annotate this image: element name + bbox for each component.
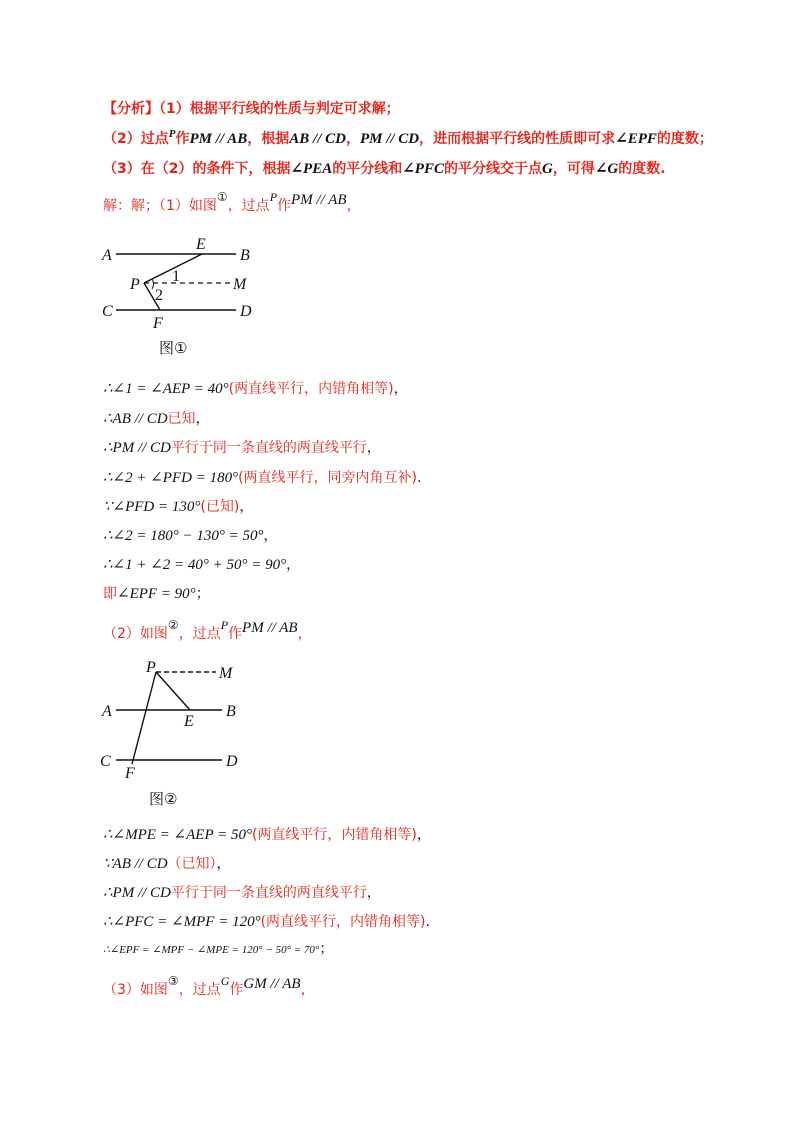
solution-1-step <box>103 556 300 574</box>
solution-2-step <box>103 855 231 873</box>
text: ， <box>416 827 431 843</box>
text: ，根据 <box>247 131 290 147</box>
text: 作 <box>175 131 190 147</box>
label-p: P <box>146 660 156 676</box>
math: PM // AB <box>189 131 248 147</box>
math: ∴∠MPE = ∠AEP = 50° <box>103 827 252 843</box>
solution-2-step <box>103 884 381 902</box>
solution-3-intro <box>103 974 315 999</box>
text: 即 <box>103 586 117 602</box>
solution-1-step <box>103 380 408 398</box>
text: （2）过点 <box>103 131 169 147</box>
text: . <box>425 914 430 930</box>
solution-1-intro <box>103 190 361 215</box>
text: ， <box>239 499 254 515</box>
solution-1-conclusion <box>103 585 210 603</box>
math: ∴PM // CD <box>103 440 171 456</box>
text: （3）在（2）的条件下，根据 <box>103 161 291 177</box>
text: ， <box>346 198 361 214</box>
math: PM // CD <box>359 131 420 147</box>
math: ∠EPF <box>615 131 657 147</box>
solution-1-step <box>103 439 381 457</box>
label-d: D <box>226 753 238 770</box>
solution-2-last-step <box>103 940 333 959</box>
text: 作 <box>277 198 292 214</box>
math: GM // AB <box>243 976 301 992</box>
text: （3）如图 <box>103 982 168 998</box>
math: ∴PM // CD <box>103 885 171 901</box>
solution-2-step <box>103 826 431 844</box>
label-d: D <box>240 303 252 320</box>
text: 作 <box>229 982 244 998</box>
text: 的度数. <box>618 161 666 177</box>
analysis-line-1 <box>103 100 400 118</box>
label-p: P <box>130 276 140 293</box>
math: ∠PFC <box>402 161 444 177</box>
text: ， <box>366 440 381 456</box>
text: ，过点 <box>178 626 221 642</box>
reason: 已知 <box>167 411 196 427</box>
solution-1-step <box>103 498 253 516</box>
math: ∠G <box>594 161 619 177</box>
text: ，过点 <box>178 982 221 998</box>
solution-1-step <box>103 410 210 428</box>
math: ∴∠2 = 180° − 130° = 50° <box>103 528 264 544</box>
math: P <box>269 190 278 204</box>
text: ； <box>319 941 334 957</box>
math: ∠PEA <box>290 161 333 177</box>
math: ∴AB // CD <box>103 411 168 427</box>
solution-2-step <box>103 913 430 931</box>
math: ∵∠PFD = 130° <box>103 499 201 515</box>
text: ， <box>345 131 360 147</box>
label-f: F <box>125 765 135 780</box>
analysis-line-2 <box>103 130 713 149</box>
text: ，过点 <box>227 198 270 214</box>
text: ， <box>263 528 278 544</box>
reason: (两直线平行，同旁内角互补) <box>238 470 418 486</box>
math: PM // AB <box>291 192 347 208</box>
text: ， <box>195 411 210 427</box>
math: ∴∠1 = ∠AEP = 40° <box>103 381 229 397</box>
math: AB // CD <box>289 131 346 147</box>
label-f: F <box>153 315 163 330</box>
math: ∴∠EPF = ∠MPF − ∠MPE = 120° − 50° = 70° <box>103 944 320 956</box>
label-a: A <box>102 247 112 264</box>
math: P <box>220 618 229 632</box>
figure-2-diagram <box>98 660 248 780</box>
text: ，可得 <box>552 161 595 177</box>
segment-pe <box>156 672 190 710</box>
figure-ref: ③ <box>167 974 179 988</box>
label-b: B <box>240 247 250 264</box>
angle-arc <box>152 279 154 289</box>
solution-2-intro <box>103 618 312 643</box>
label-m: M <box>233 276 247 293</box>
text: 的平分线交于点 <box>443 161 542 177</box>
math: ∠EPF = 90° <box>117 586 196 602</box>
solution-1-step <box>103 469 421 487</box>
figure-1-diagram <box>98 234 268 330</box>
math: G <box>541 161 553 177</box>
reason: (两直线平行，内错角相等) <box>228 381 394 397</box>
analysis-text-1: （1）根据平行线的性质与判定可求解； <box>159 101 400 117</box>
math: ∴∠1 + ∠2 = 40° + 50° = 90° <box>103 557 287 573</box>
reason: （已知） <box>167 856 217 872</box>
reason: (两直线平行，内错角相等) <box>260 914 426 930</box>
solution-1-step <box>103 527 277 545</box>
reason: 平行于同一条直线的两直线平行 <box>170 440 367 456</box>
text: 解：解；（1）如图 <box>103 198 217 214</box>
analysis-tag: 【分析】 <box>103 101 159 117</box>
label-e: E <box>184 713 194 730</box>
text: （2）如图 <box>103 626 168 642</box>
text: ，进而根据平行线的性质即可求 <box>419 131 616 147</box>
text: ， <box>366 885 381 901</box>
reason: 平行于同一条直线的两直线平行 <box>170 885 367 901</box>
math: ∴∠PFC = ∠MPF = 120° <box>103 914 261 930</box>
text: ， <box>297 626 312 642</box>
math: ∴∠2 + ∠PFD = 180° <box>103 470 239 486</box>
label-b: B <box>226 703 236 720</box>
segment-pf <box>132 672 156 764</box>
math: PM // AB <box>242 620 298 636</box>
reason: (已知) <box>200 499 240 515</box>
text: ； <box>195 586 210 602</box>
label-c: C <box>100 753 111 770</box>
text: 的平分线和 <box>332 161 403 177</box>
label-a: A <box>102 703 112 720</box>
text: ， <box>286 557 301 573</box>
label-angle-1: 1 <box>172 268 180 285</box>
label-m: M <box>219 665 233 682</box>
label-angle-2: 2 <box>155 287 163 304</box>
text: . <box>417 470 422 486</box>
text: 作 <box>228 626 243 642</box>
figure-ref: ② <box>167 618 179 632</box>
label-e: E <box>196 236 206 253</box>
math: P <box>168 128 176 140</box>
figure-1-caption: 图① <box>159 339 188 357</box>
text: 的度数； <box>656 131 713 147</box>
figure-2-caption: 图② <box>149 790 178 808</box>
analysis-line-3 <box>103 160 666 178</box>
figure-ref: ① <box>216 190 228 204</box>
math: G <box>220 974 230 988</box>
label-c: C <box>102 303 113 320</box>
math: ∵AB // CD <box>103 856 168 872</box>
text: ， <box>300 982 315 998</box>
text: ， <box>393 381 408 397</box>
reason: (两直线平行，内错角相等) <box>251 827 417 843</box>
text: ， <box>216 856 231 872</box>
